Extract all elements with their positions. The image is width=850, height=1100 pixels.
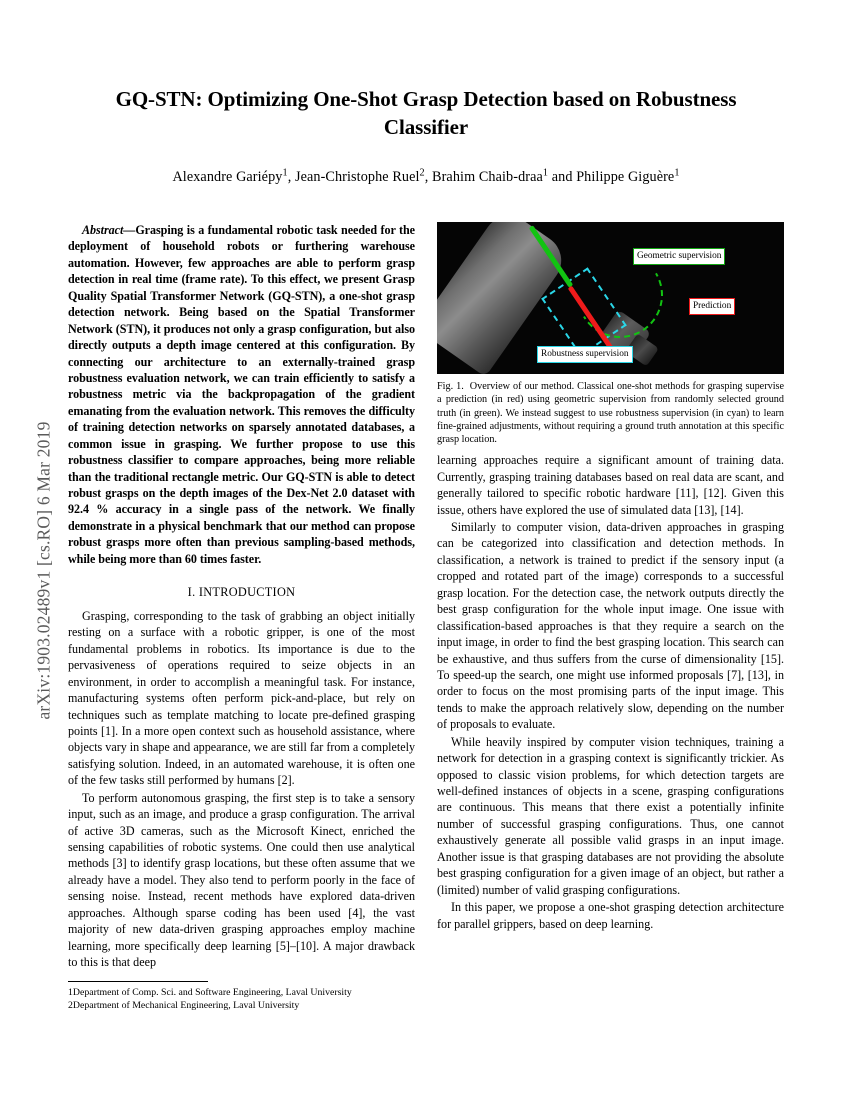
author-4: and Philippe Giguère: [551, 169, 675, 186]
figure-1: [437, 222, 784, 446]
label-geometric-supervision: Geometric supervision: [633, 248, 725, 265]
paragraph-right-2: Similarly to computer vision, data-driven approaches in grasping can be categorized into classification and detection methods. In classification, a network is trained to predict if the sensory input (a cropped and rotated part of the image) corresponds to a successful grasp location. For the detection case, the network outputs directly the best grasp configuration for the whole input image. One issue with classification-based approaches is that they require a search on the input image, in order to find the best grasping location. This search can be exhaustive, and thus suffers from the curse of dimensionality [15]. To speed-up the search, one might use informed proposals [7], [13], in order to focus on the most promising parts of the input image. This tends to make the approach relatively slow, depending on the number of proposals to evaluate.: [437, 520, 784, 732]
paragraph-intro-2: To perform autonomous grasping, the first step is to take a sensory input, such as an image, and produce a grasp configuration. The arrival of active 3D cameras, such as the Microsoft Kinect, enriched the sensing capabilities of robotic systems. One could then use analytical methods [3] to identify grasp locations, but these often assume that we already have a model. They also tend to perform poorly in the face of sensing noise. Instead, recent methods have explored data-driven approaches. Although sparse coding has been used [4], the vast majority of new data-driven grasping approaches employ machine learning, more specifically deep learning [5]–[10]. A major drawback to this is that deep: [68, 790, 415, 970]
footnote-divider: [68, 981, 208, 982]
author-4-affiliation: 1: [674, 167, 680, 179]
author-3: Brahim Chaib-draa: [432, 169, 543, 186]
section-heading-introduction: I. INTRODUCTION: [187, 585, 296, 600]
paragraph-intro-1: Grasping, corresponding to the task of grabbing an object initially resting on a surface with a robotic gripper, is one of the most fundamental problems in robotics. Its importance is due to the pervasiveness of operations required to seize objects in an environment, in order to accomplish a meaningful task. For instance, manufacturing systems often perform pick-and-place, but rely on techniques such as template matching to locate pre-defined grasping points [1]. In a more open context such as household assistance, where objects vary in shape and appearance, we are still far from a completely satisfying solution. Indeed, in an automated warehouse, it is often one of the few tasks still performed by humans [2].: [68, 608, 415, 788]
two-column-body: [68, 222, 784, 1012]
left-column: [68, 222, 415, 1012]
page-title: GQ-STN: Optimizing One-Shot Grasp Detection based on Robustness Classifier: [115, 87, 737, 139]
author-2: Jean-Christophe Ruel: [294, 169, 420, 186]
figure-1-image: [437, 222, 784, 374]
author-3-affiliation: 1: [542, 167, 549, 179]
author-list: Alexandre Gariépy$^1$, Jean-Christophe Ruel$^2$, Brahim Chaib-draa$^1$ and Philippe Giguère$^1$: [172, 167, 680, 186]
abstract-lead: Abstract—: [82, 223, 136, 237]
label-prediction: Prediction: [689, 298, 735, 315]
paragraph-right-3: While heavily inspired by computer vision techniques, training a network for detection in a grasping context is significantly trickier. As opposed to classic vision problems, for which detection targets are well-defined instances of objects in a scene, grasping configurations are continuous. This means that there exist a potentially infinite number of successful grasping configurations. Thus, one cannot exhaustively generate all possible valid grasps in an input image. Another issue is that grasping databases are not providing the absolute best grasping configuration for a given image of an object, but rather a (limited) number of valid grasping configurations.: [437, 734, 784, 897]
author-1-affiliation: 1: [282, 167, 288, 179]
abstract-text: Grasping is a fundamental robotic task needed for the deployment of household robots or furthering warehouse automation. However, few approaches are able to perform grasp detection in real time (frame rate). To this effect, we present Grasp Quality Spatial Transformer Network (GQ-STN), a one-shot grasp detection network. Being based on the Spatial Transformer Network (STN), it produces not only a grasp configuration, but also directly outputs a depth image centered at this configuration. By connecting our architecture to an externally-trained grasp robustness evaluation network, we can train efficiently to satisfy a robustness metric via the backpropagation of the gradient emanating from the evaluation network. This removes the difficulty of training detection networks on sparsely annotated databases, a common issue in grasping. We further propose to use this robustness classifier to compare approaches, being more reliable than the traditional rectangle metric. Our GQ-STN is able to detect robust grasps on the depth images of the Dex-Net 2.0 dataset with 92.4 % accuracy in a single pass of the network. We finally demonstrate in a physical benchmark that our method can propose robust grasps more often than previous sampling-based methods, while being more than 60 times faster.: [68, 223, 415, 566]
paper-header: [68, 86, 784, 186]
paragraph-right-4: In this paper, we propose a one-shot grasping detection architecture for parallel grippers, based on deep learning.: [437, 900, 784, 931]
arxiv-stamp: arXiv:1903.02489v1 [cs.RO] 6 Mar 2019: [33, 421, 54, 720]
footnote-1: 1Department of Comp. Sci. and Software Engineering, Laval University: [68, 986, 352, 998]
footnotes: [68, 986, 415, 1013]
paragraph-right-1: learning approaches require a significant amount of training data. Currently, grasping training databases based on real data are scant, and generally tailored to specific robotic hardware [11], [12]. Given this issue, others have explored the use of simulated data [13], [14].: [437, 453, 784, 517]
figure-1-caption: [437, 380, 784, 446]
author-2-affiliation: 2: [419, 167, 425, 179]
author-1: Alexandre Gariépy: [172, 169, 283, 186]
abstract: [68, 222, 415, 567]
footnote-2: 2Department of Mechanical Engineering, Laval University: [68, 999, 300, 1011]
right-column: [437, 222, 784, 1012]
figure-1-caption-text: Overview of our method. Classical one-shot methods for grasping supervise a prediction (in red) using geometric supervision from randomly selected ground truth (in green). We instead suggest to use robustness supervision (in cyan) to learn fine-grained adjustments, without requiring a ground truth annotation at this specific grasp location.: [437, 381, 785, 445]
figure-1-number: Fig. 1.: [437, 381, 464, 392]
label-robustness-supervision: Robustness supervision: [537, 346, 633, 363]
